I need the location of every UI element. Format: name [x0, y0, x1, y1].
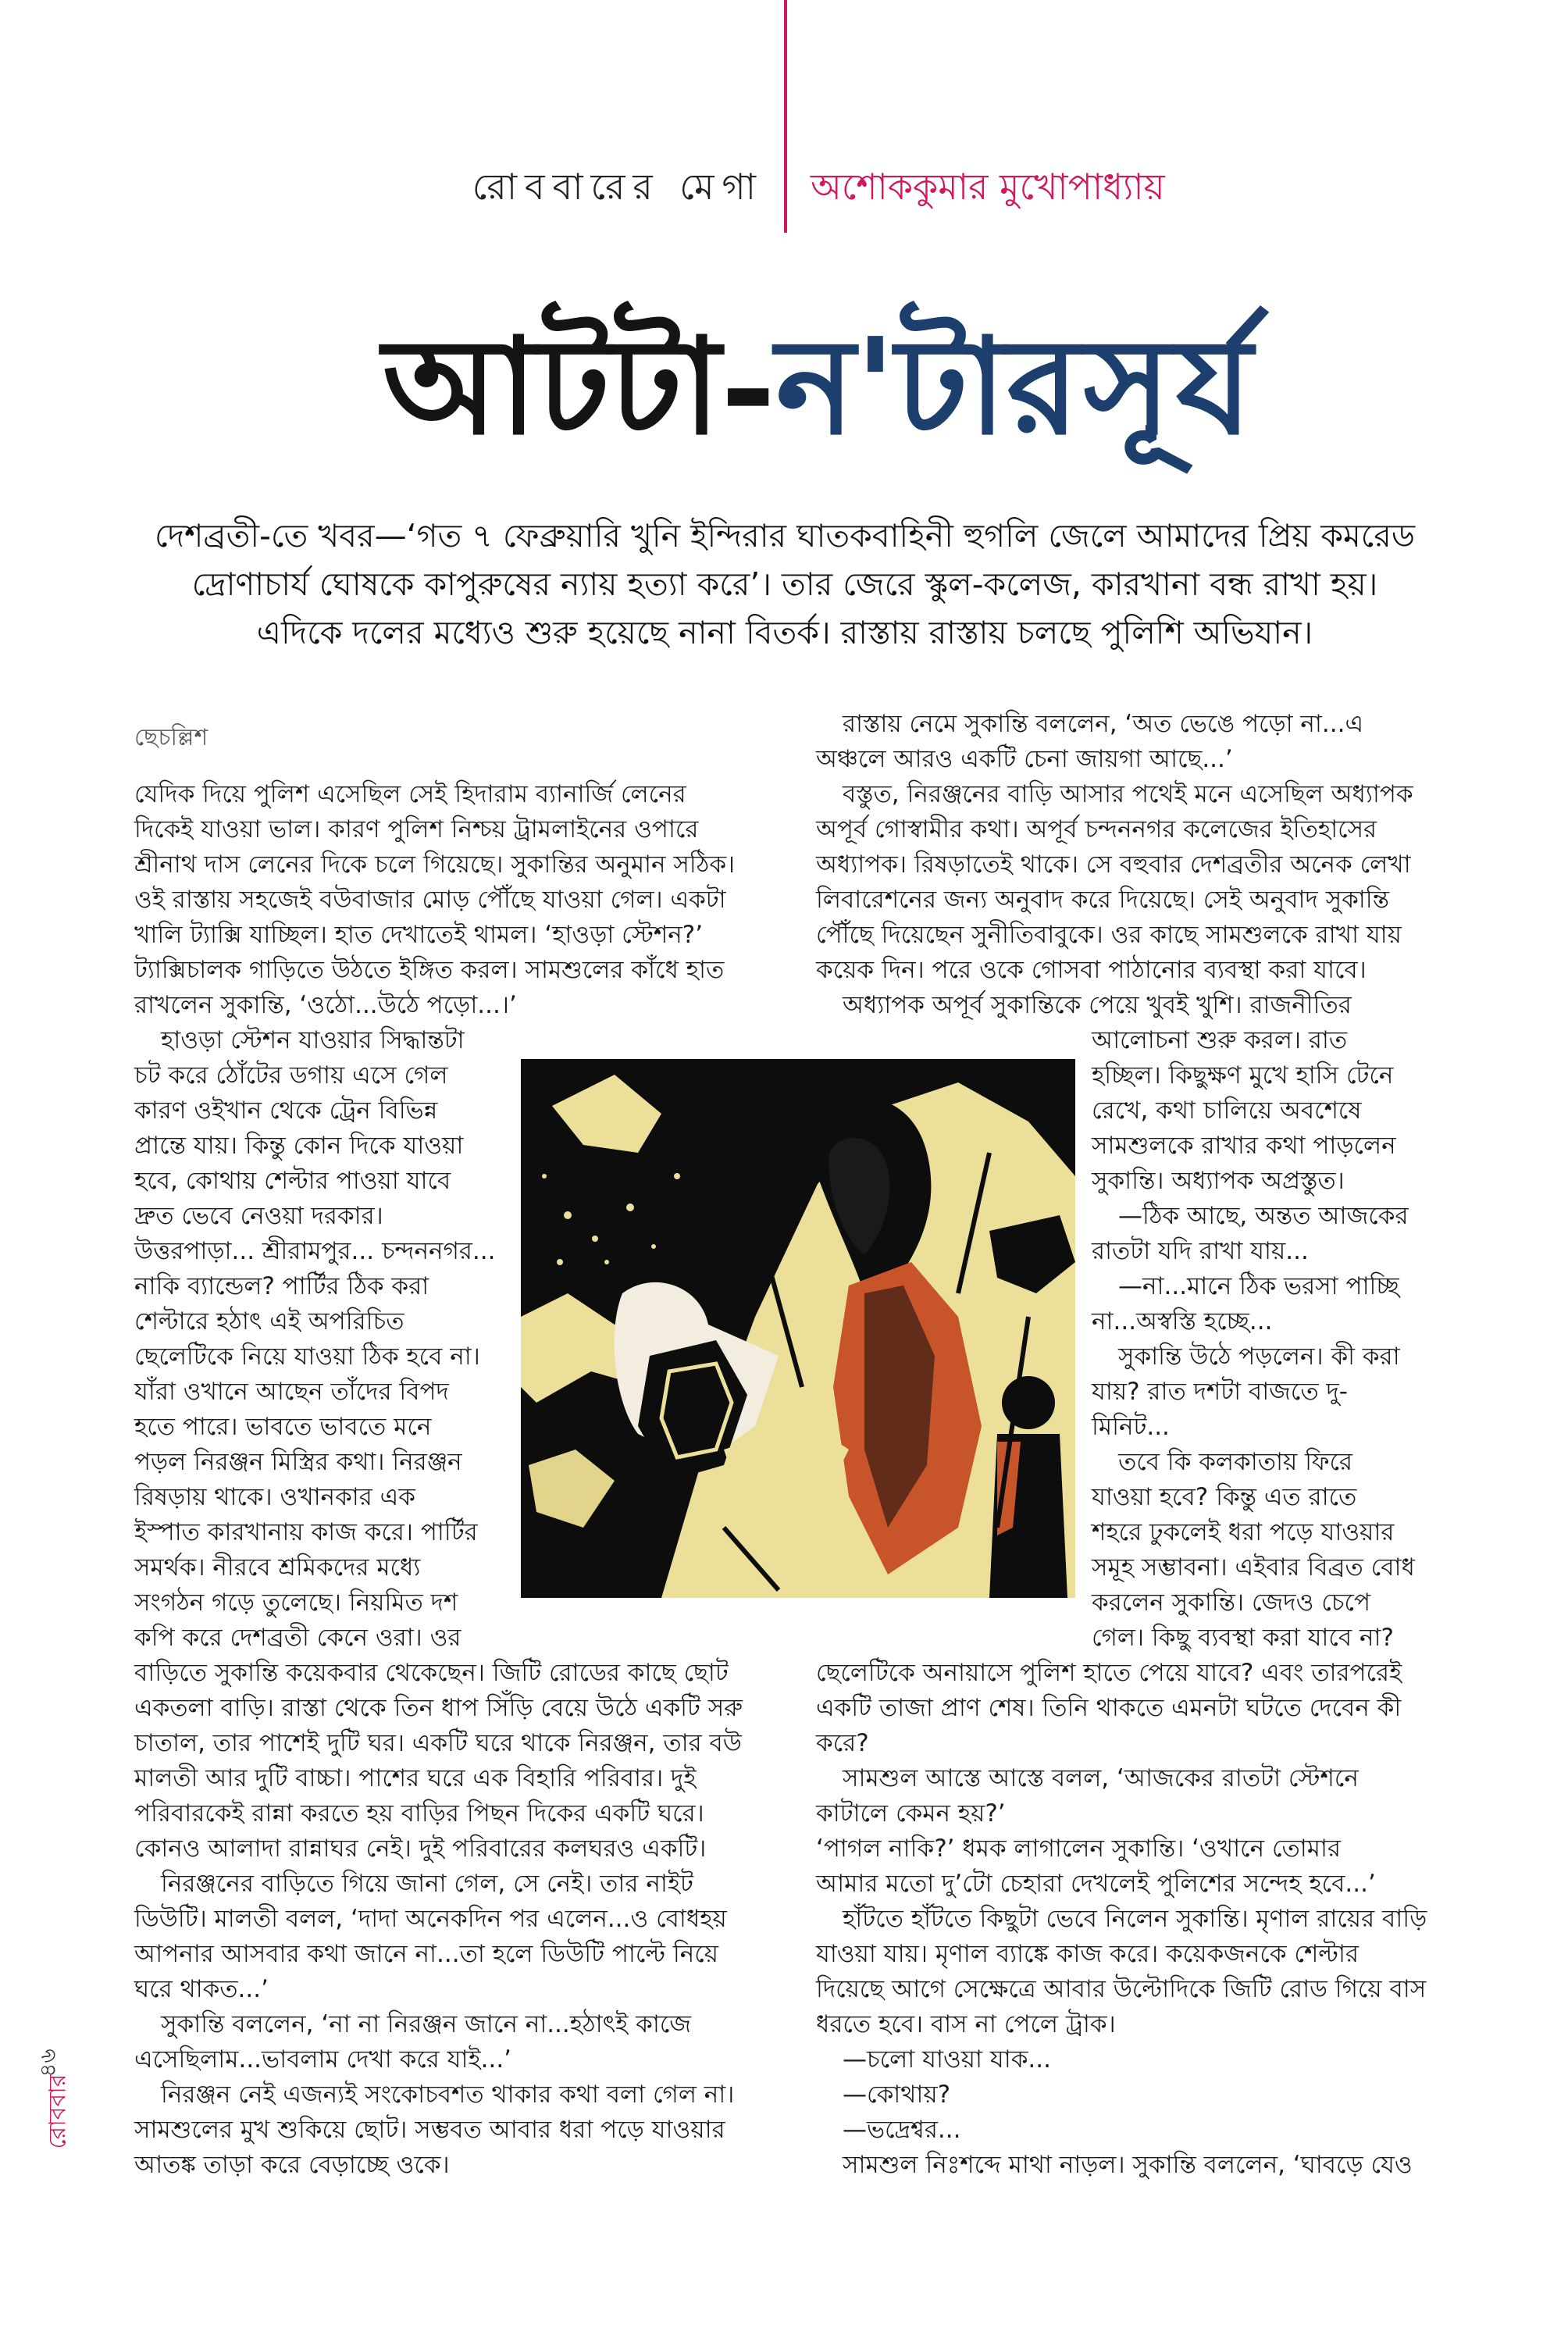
body-text-line: চাতাল, তার পাশেই দুটি ঘর। একটি ঘরে থাকে নিরঞ্জন, তার বউ	[134, 1729, 742, 1757]
body-text-line: সামশুল নিঃশব্দে মাথা নাড়ল। সুকান্তি বললেন, ‘ঘাবড়ে যেও	[843, 2151, 1413, 2179]
body-text-line: করে?	[816, 1729, 869, 1757]
right-column-top	[816, 707, 1464, 1023]
title-part-1: আটটা	[383, 308, 721, 465]
body-text-line: পৌঁছে দিয়েছেন সুনীতিবাবুকে। ওর কাছে সামশুলকে রাখা যায়	[816, 921, 1402, 949]
body-text-line: শহরে ঢুকলেই ধরা পড়ে যাওয়ার	[1092, 1518, 1395, 1546]
body-text-line: রাখলেন সুকান্তি, ‘ওঠো...উঠে পড়ো...।’	[134, 991, 517, 1019]
series-label: রোববারের মেগা	[472, 166, 764, 208]
body-text-line: বস্তুত, নিরঞ্জনের বাড়ি আসার পথেই মনে এসেছিল অধ্যাপক	[843, 780, 1413, 808]
left-column-bottom	[134, 1656, 775, 2183]
author-name: অশোককুমার মুখোপাধ্যায়	[811, 166, 1165, 208]
body-text-line: কপি করে দেশব্রতী কেনে ওরা। ওর	[134, 1624, 461, 1652]
body-text-line: হতে পারে। ভাবতে ভাবতে মনে	[134, 1413, 432, 1441]
body-text-line: ছেলেটিকে অনায়াসে পুলিশ হাতে পেয়ে যাবে? এবং তারপরেই	[816, 1659, 1402, 1687]
body-text-line: সামশুলের মুখ শুকিয়ে ছোট। সম্ভবত আবার ধরা পড়ে যাওয়ার	[134, 2116, 725, 2144]
body-text-line: নাকি ব্যান্ডেল? পার্টির ঠিক করা	[134, 1272, 429, 1300]
title-part-2: ন'টার	[775, 308, 1080, 465]
left-column-narrow	[134, 1023, 509, 1656]
woodcut-illustration	[521, 1059, 1075, 1598]
body-text-line: দিকেই যাওয়া ভাল। কারণ পুলিশ নিশ্চয় ট্রামলাইনের ওপারে	[134, 815, 699, 843]
body-text-line: ডিউটি। মালতী বলল, ‘দাদা অনেকদিন পর এলেন...ও বোধহয়	[134, 1905, 727, 1933]
page-footer	[34, 2038, 74, 2226]
magazine-name: রোববার	[44, 2074, 72, 2149]
body-text-line: যাওয়া হবে? কিন্তু এত রাতে	[1092, 1483, 1357, 1511]
body-text-line: আমার মতো দু’টো চেহারা দেখলেই পুলিশের সন্দেহ হবে...’	[816, 1870, 1376, 1898]
body-text-line: আতঙ্ক তাড়া করে বেড়াচ্ছে ওকে।	[134, 2151, 450, 2179]
left-column-top	[134, 777, 775, 1023]
right-column-narrow	[1092, 1023, 1466, 1656]
body-text-line: কাটালে কেমন হয়?’	[816, 1799, 1006, 1828]
body-text-line: অধ্যাপক। রিষড়াতেই থাকে। সে বহুবার দেশব্রতীর অনেক লেখা	[816, 850, 1411, 879]
body-text-line: ‘পাগল নাকি?’ ধমক লাগালেন সুকান্তি। ‘ওখানে তোমার	[816, 1835, 1342, 1863]
body-text-line: —চলো যাওয়া যাক...	[843, 2045, 1051, 2074]
body-text-line: দিয়েছে আগে সেক্ষেত্রে আবার উল্টোদিকে জিটি রোড গিয়ে বাস	[816, 1975, 1427, 2003]
body-text-line: করলেন সুকান্তি। জেদও চেপে	[1092, 1589, 1371, 1617]
body-text-line: একটি তাজা প্রাণ শেষ। তিনি থাকতে এমনটা ঘটতে দেবেন কী	[816, 1694, 1402, 1722]
intro-line: দেশব্রতী-তে খবর—‘গত ৭ ফেব্রুয়ারি খুনি ইন্দিরার ঘাতকবাহিনী হুগলি জেলে আমাদের প্রিয় কমরেড	[154, 517, 1416, 555]
body-text-line: রাস্তায় নেমে সুকান্তি বললেন, ‘অত ভেঙে পড়ো না...এ	[843, 710, 1364, 738]
body-text-line: প্রান্তে যায়। কিন্তু কোন দিকে যাওয়া	[134, 1132, 464, 1160]
intro-paragraph	[117, 512, 1452, 657]
body-text-line: যাওয়া যায়। মৃণাল ব্যাঙ্কে কাজ করে। কয়েকজনকে শেল্টার	[816, 1940, 1360, 1968]
body-text-line: সমর্থক। নীরবে শ্রমিকদের মধ্যে	[134, 1553, 421, 1582]
body-text-line: হাঁটতে হাঁটতে কিছুটা ভেবে নিলেন সুকান্তি। মৃণাল রায়ের বাড়ি	[843, 1905, 1427, 1933]
title-dash: -	[720, 308, 776, 465]
body-text-line: মিনিট...	[1092, 1413, 1170, 1441]
title-part-3: সূর্য	[1083, 308, 1257, 465]
body-text-line: চট করে ঠোঁটের ডগায় এসে গেল	[134, 1061, 448, 1089]
body-text-line: লিবারেশনের জন্য অনুবাদ করে দিয়েছে। সেই অনুবাদ সুকান্তি	[816, 886, 1390, 914]
section-number-label: ছেচল্লিশ	[134, 724, 208, 751]
body-text-line: ওই রাস্তায় সহজেই বউবাজার মোড় পৌঁছে যাওয়া গেল। একটা	[134, 886, 726, 914]
body-text-line: সামশুল আস্তে আস্তে বলল, ‘আজকের রাতটা স্টেশনে	[843, 1764, 1359, 1792]
body-text-line: মালতী আর দুটি বাচ্চা। পাশের ঘরে এক বিহারি পরিবার। দুই	[134, 1764, 697, 1792]
body-text-line: কয়েক দিন। পরে ওকে গোসবা পাঠানোর ব্যবস্থা করা যাবে।	[816, 956, 1367, 984]
body-text-line: নিরঞ্জন নেই এজন্যই সংকোচবশত থাকার কথা বলা গেল না।	[161, 2081, 735, 2109]
story-illustration	[521, 1059, 1075, 1598]
body-text-line: রিষড়ায় থাকে। ওখানকার এক	[134, 1483, 415, 1511]
body-text-line: ইস্পাত কারখানায় কাজ করে। পার্টির	[134, 1518, 478, 1546]
header-divider-line	[784, 0, 787, 233]
body-text-line: হাওড়া স্টেশন যাওয়ার সিদ্ধান্তটা	[161, 1026, 465, 1054]
body-text-line: যায়? রাত দশটা বাজতে দু-	[1092, 1378, 1348, 1406]
body-text-line: পড়ল নিরঞ্জন মিস্ত্রির কথা। নিরঞ্জন	[134, 1448, 462, 1476]
body-text-line: কোনও আলাদা রান্নাঘর নেই। দুই পরিবারের কলঘরও একটি।	[134, 1835, 707, 1863]
body-text-line: —ভদ্রেশ্বর...	[843, 2116, 961, 2144]
body-text-line: একতলা বাড়ি। রাস্তা থেকে তিন ধাপ সিঁড়ি বেয়ে উঠে একটি সরু	[134, 1694, 743, 1722]
body-text-line: তবে কি কলকাতায় ফিরে	[1118, 1448, 1353, 1476]
intro-line: দ্রোণাচার্য ঘোষকে কাপুরুষের ন্যায় হত্যা করে’। তার জেরে স্কুল-কলেজ, কারখানা বন্ধ রাখা হয়।	[191, 565, 1378, 603]
body-text-line: সামশুলকে রাখার কথা পাড়লেন	[1092, 1132, 1396, 1160]
body-text-line: খালি ট্যাক্সি যাচ্ছিল। হাত দেখাতেই থামল। ‘হাওড়া স্টেশন?’	[134, 921, 704, 949]
body-text-line: অধ্যাপক অপূর্ব সুকান্তিকে পেয়ে খুবই খুশি। রাজনীতির	[843, 991, 1352, 1019]
body-text-line: সমূহ সম্ভাবনা। এইবার বিব্রত বোধ	[1092, 1553, 1415, 1582]
body-text-line: —কোথায়?	[843, 2081, 951, 2109]
page-number: ৪৬	[34, 2049, 61, 2077]
body-text-line: শ্রীনাথ দাস লেনের দিকে চলে গিয়েছে। সুকান্তির অনুমান সঠিক।	[134, 850, 736, 879]
body-text-line: অঞ্চলে আরও একটি চেনা জায়গা আছে...’	[816, 745, 1233, 773]
story-title	[383, 269, 1257, 504]
body-text-line: উত্তরপাড়া... শ্রীরামপুর... চন্দননগর...	[134, 1237, 496, 1265]
body-text-line: —না...মানে ঠিক ভরসা পাচ্ছি	[1118, 1272, 1399, 1300]
body-text-line: আলোচনা শুরু করল। রাত	[1092, 1026, 1348, 1054]
body-text-line: শেল্টারে হঠাৎ এই অপরিচিত	[134, 1307, 404, 1335]
body-text-line: হবে, কোথায় শেল্টার পাওয়া যাবে	[134, 1167, 451, 1195]
body-text-line: যেদিক দিয়ে পুলিশ এসেছিল সেই হিদারাম ব্যানার্জি লেনের	[134, 780, 686, 808]
body-text-line: ট্যাক্সিচালক গাড়িতে উঠতে ইঙ্গিত করল। সামশুলের কাঁধে হাত	[134, 956, 725, 984]
body-text-line: রাতটা যদি রাখা যায়...	[1092, 1237, 1309, 1265]
body-text-line: ছেলেটিকে নিয়ে যাওয়া ঠিক হবে না।	[134, 1343, 480, 1371]
body-text-line: গেল। কিছু ব্যবস্থা করা যাবে না?	[1092, 1624, 1394, 1652]
body-text-line: পরিবারকেই রান্না করতে হয় বাড়ির পিছন দিকের একটি ঘরে।	[134, 1799, 704, 1828]
body-text-line: ঘরে থাকত...’	[134, 1975, 269, 2003]
body-text-line: না...অস্বস্তি হচ্ছে...	[1092, 1307, 1273, 1335]
body-text-line: সংগঠন গড়ে তুলেছে। নিয়মিত দশ	[134, 1589, 458, 1617]
body-text-line: নিরঞ্জনের বাড়িতে গিয়ে জানা গেল, সে নেই। তার নাইট	[161, 1870, 693, 1898]
body-text-line: রেখে, কথা চালিয়ে অবশেষে	[1092, 1097, 1362, 1125]
right-column-bottom	[816, 1656, 1464, 2183]
body-text-line: —ঠিক আছে, অন্তত আজকের	[1118, 1202, 1409, 1230]
body-text-line: অপূর্ব গোস্বামীর কথা। অপূর্ব চন্দননগর কলেজের ইতিহাসের	[816, 815, 1377, 843]
body-text-line: বাড়িতে সুকান্তি কয়েকবার থেকেছেন। জিটি রোডের কাছে ছোট	[134, 1659, 729, 1687]
body-text-line: সুকান্তি বললেন, ‘না না নিরঞ্জন জানে না...হঠাৎই কাজে	[161, 2010, 692, 2038]
body-text-line: হচ্ছিল। কিছুক্ষণ মুখে হাসি টেনে	[1092, 1061, 1394, 1089]
body-text-line: কারণ ওইখান থেকে ট্রেন বিভিন্ন	[134, 1097, 438, 1125]
body-text-line: যাঁরা ওখানে আছেন তাঁদের বিপদ	[134, 1378, 449, 1406]
body-text-line: সুকান্তি। অধ্যাপক অপ্রস্তুত।	[1092, 1167, 1345, 1195]
body-text-line: দ্রুত ভেবে নেওয়া দরকার।	[134, 1202, 383, 1230]
body-text-line: আপনার আসবার কথা জানে না...তা হলে ডিউটি পাল্টে নিয়ে	[134, 1940, 718, 1968]
body-text-line: সুকান্তি উঠে পড়লেন। কী করা	[1118, 1343, 1400, 1371]
body-text-line: ধরতে হবে। বাস না পেলে ট্রাক।	[816, 2010, 1116, 2038]
intro-line: এদিকে দলের মধ্যেও শুরু হয়েছে নানা বিতর্ক। রাস্তায় রাস্তায় চলছে পুলিশি অভিযান।	[256, 614, 1313, 651]
body-text-line: এসেছিলাম...ভাবলাম দেখা করে যাই...’	[134, 2045, 512, 2074]
